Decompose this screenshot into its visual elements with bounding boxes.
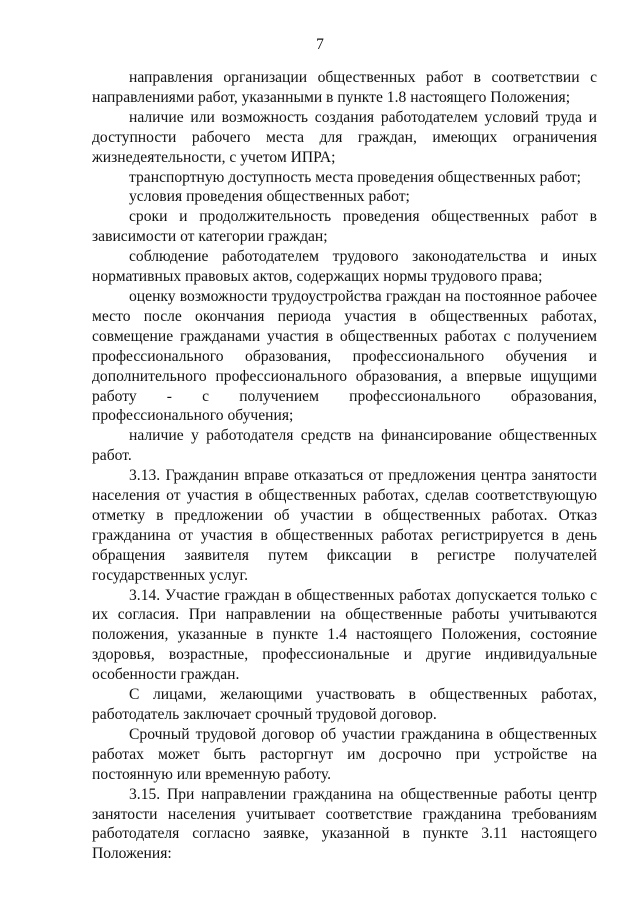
paragraph-transport-accessibility: транспортную доступность места проведения общественных работ; xyxy=(129,168,581,186)
paragraph-employment-assessment: оценку возможности трудоустройства граждан на постоянное рабочее место после окончания периода участия в общественных работах, совмещение гражданами участия в общественных работах с получением профессионального образования, профессионального обучения и дополнительного профессионального образования, а впервые ищущими работу - с получением профессионального образования, профессионального обучения; xyxy=(92,287,597,425)
paragraph-funding: наличие у работодателя средств на финансирование общественных работ. xyxy=(92,427,597,465)
paragraph-3-13: 3.13. Гражданин вправе отказаться от предложения центра занятости населения от участия в общественных работах, сделав соответствующую отметку в предложении об участии в общественных работах. Отказ гражданина от участия в общественных работах регистрируется в день обращения заявителя путем фиксации в регистре получателей государственных услуг. xyxy=(92,467,597,584)
page-number: 7 xyxy=(316,36,324,53)
paragraph-3-15: 3.15. При направлении гражданина на общественные работы центр занятости населения учитывает соответствие гражданина требованиям работодателя согласно заявке, указанной в пункте 3.11 настоящего Положения: xyxy=(92,785,597,863)
paragraph-fixed-term-contract: С лицами, желающими участвовать в общественных работах, работодатель заключает срочный трудовой договор. xyxy=(92,686,597,723)
paragraph-work-conditions: условия проведения общественных работ; xyxy=(129,188,410,206)
paragraph-working-conditions: наличие или возможность создания работодателем условий труда и доступности рабочего места для граждан, имеющих ограничения жизнедеятельности, с учетом ИПРА; xyxy=(92,108,597,166)
document-body xyxy=(92,68,597,864)
paragraph-contract-termination: Срочный трудовой договор об участии гражданина в общественных работах может быть расторгнут им досрочно при устройстве на постоянную или временную работу. xyxy=(92,725,597,783)
paragraph-work-directions: направления организации общественных работ в соответствии с направлениями работ, указанными в пункте 1.8 настоящего Положения; xyxy=(92,69,597,106)
paragraph-3-14: 3.14. Участие граждан в общественных работах допускается только с их согласия. При направлении на общественные работы учитываются положения, указанные в пункте 1.4 настоящего Положения, состояние здоровья, возрастные, профессиональные и другие индивидуальные особенности граждан. xyxy=(92,586,597,684)
paragraph-labor-law-compliance: соблюдение работодателем трудового законодательства и иных нормативных правовых актов, содержащих нормы трудового права; xyxy=(92,248,597,286)
paragraph-terms-duration: сроки и продолжительность проведения общественных работ в зависимости от категории граждан; xyxy=(92,208,597,246)
